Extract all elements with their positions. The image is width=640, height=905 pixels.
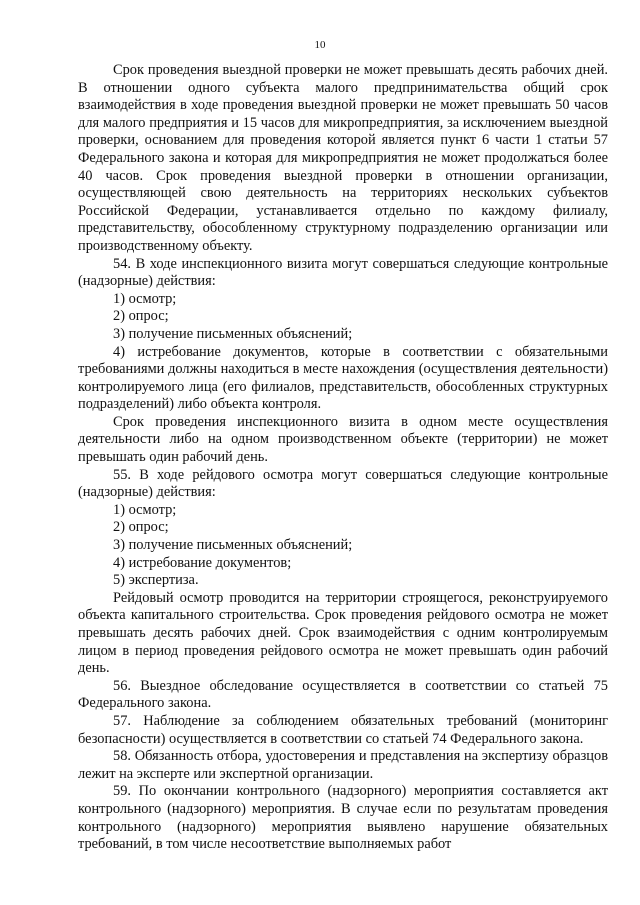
paragraph-55: 55. В ходе рейдового осмотра могут совершаться следующие контрольные (надзорные) действия: [78, 466, 608, 501]
paragraph-57: 57. Наблюдение за соблюдением обязательных требований (мониторинг безопасности) осуществляется в соответствии со статьей 74 Федерального закона. [78, 712, 608, 747]
paragraph-inspection-duration: Срок проведения выездной проверки не может превышать десять рабочих дней. В отношении одного субъекта малого предпринимательства общий срок взаимодействия в ходе проведения выездной проверки не может превышать 50 часов для малого предприятия и 15 часов для микропредприятия, за исключением выездной проверки, основанием для проведения которой является пункт 6 части 1 статьи 57 Федерального закона и которая для микропредприятия не может продолжаться более 40 часов. Срок проведения выездной проверки в отношении организации, осуществляющей свою деятельность на территориях нескольких субъектов Российской Федерации, устанавливается отдельно по каждому филиалу, представительству, обособленному структурному подразделению организации или производственному объекту. [78, 62, 608, 254]
list-item: 2) опрос; [113, 308, 169, 325]
list-item: 1) осмотр; [113, 290, 177, 307]
list-item: 3) получение письменных объяснений; [113, 325, 353, 342]
paragraph-58: 58. Обязанность отбора, удостоверения и представления на экспертизу образцов лежит на эксперте или экспертной организации. [78, 748, 608, 782]
list-item: 1) осмотр; [113, 501, 177, 518]
paragraph-54: 54. В ходе инспекционного визита могут совершаться следующие контрольные (надзорные) действия: [78, 255, 608, 290]
list-item: 2) опрос; [113, 519, 169, 536]
paragraph-59: 59. По окончании контрольного (надзорного) мероприятия составляется акт контрольного (надзорного) мероприятия. В случае если по результатам проведения контрольного (надзорного) мероприятия выявлено нарушение обязательных требований, в том числе несоответствие выполняемых работ [78, 783, 608, 853]
document-body [78, 62, 608, 854]
paragraph-documents-request: 4) истребование документов, которые в соответствии с обязательными требованиями должны находиться в месте нахождения (осуществления деятельности) контролируемого лица (его филиалов, представительств, обособленных структурных подразделений) либо объекта контроля. [78, 343, 608, 413]
paragraph-visit-duration: Срок проведения инспекционного визита в одном месте осуществления деятельности либо на одном производственном объекте (территории) не может превышать один рабочий день. [78, 413, 608, 466]
page-number: 10 [314, 39, 326, 51]
paragraph-56: 56. Выездное обследование осуществляется в соответствии со статьей 75 Федерального закона. [78, 677, 608, 712]
paragraph-raid-inspection: Рейдовый осмотр проводится на территории строящегося, реконструируемого объекта капитального строительства. Срок проведения рейдового осмотра не может превышать десять рабочих дней. Срок взаимодействия с одним контролируемым лицом в период проведения рейдового осмотра не может превышать один рабочий день. [78, 589, 608, 677]
list-item: 4) истребование документов; [113, 554, 292, 571]
list-item: 3) получение письменных объяснений; [113, 537, 353, 554]
list-item: 5) экспертиза. [113, 572, 199, 589]
